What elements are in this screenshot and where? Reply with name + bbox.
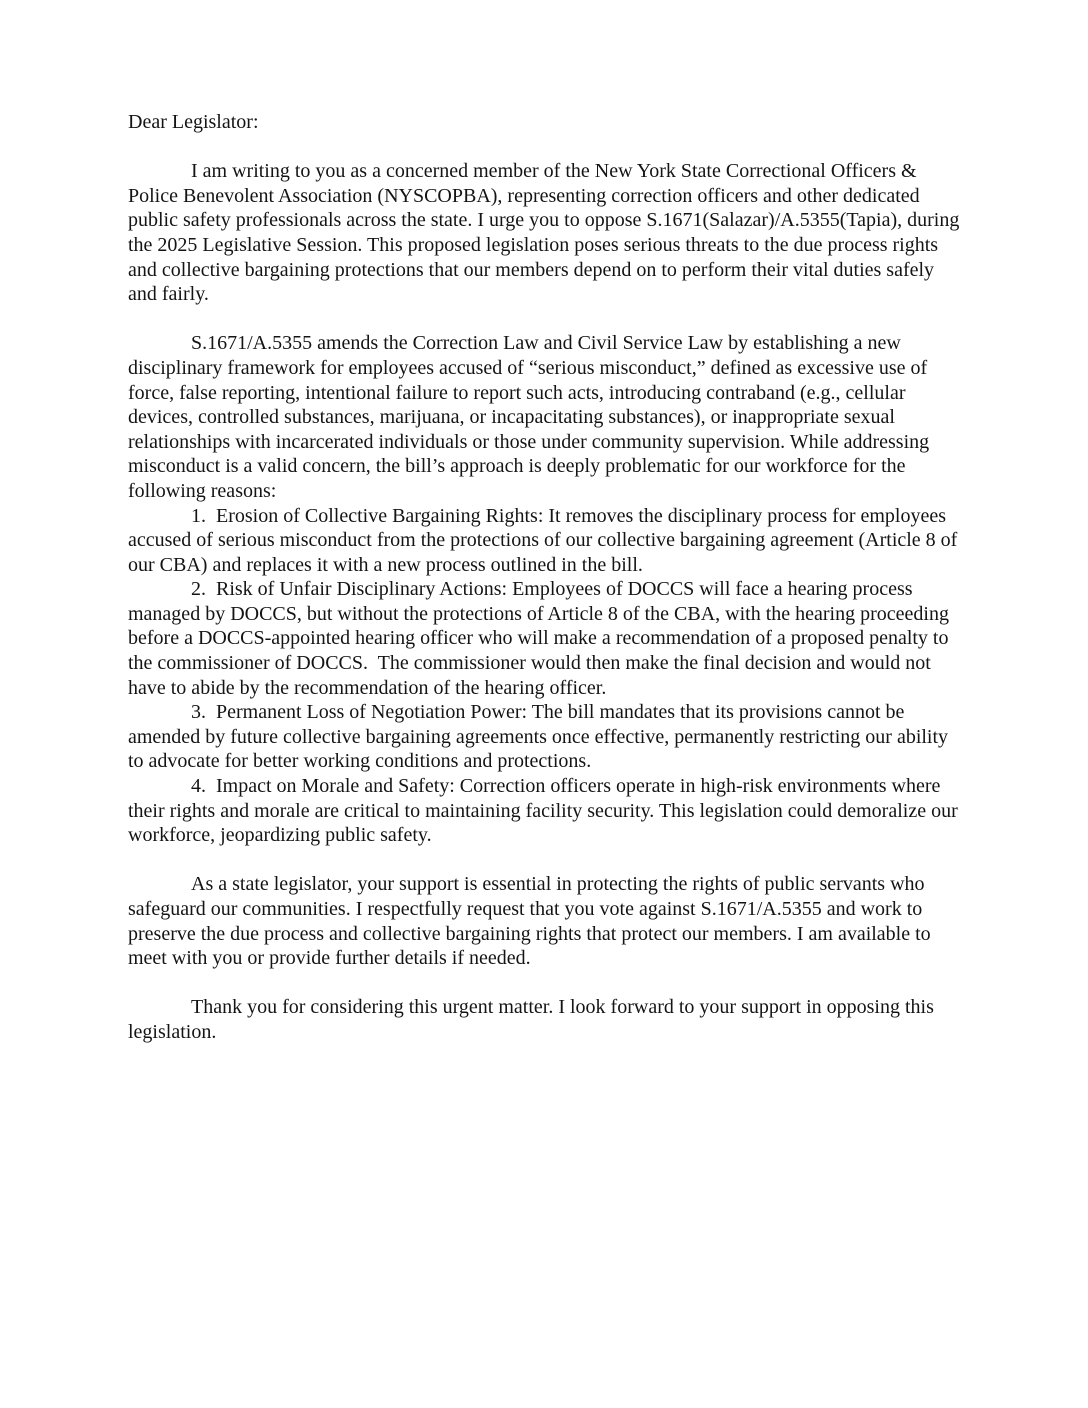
list-item-3-negotiation-power: 3. Permanent Loss of Negotiation Power: The bill mandates that its provisions cannot be amended by future collective bargaining agreements once effective, permanently restricting our ability to advocate for better working conditions and protections. [128,701,954,773]
paragraph-request: As a state legislator, your support is essential in protecting the rights of public servants who safeguard our communities. I respectfully request that you vote against S.1671/A.5355 and work to preserve the due process and collective bargaining rights that protect our members. I am available to meet with you or provide further details if needed. [128,873,936,970]
paragraph-intro: I am writing to you as a concerned member of the New York State Correctional Officers & Police Benevolent Association (NYSCOPBA), representing correction officers and other dedicated public safety professionals across the state. I urge you to oppose S.1671(Salazar)/A.5355(Tapia), during the 2025 Legislative Session. This proposed legislation poses serious threats to the due process rights and collective bargaining protections that our members depend on to perform their vital duties safely and fairly. [128,160,965,306]
paragraph-bill-summary: S.1671/A.5355 amends the Correction Law and Civil Service Law by establishing a new disciplinary framework for employees accused of “serious misconduct,” defined as excessive use of force, false reporting, intentional failure to report such acts, introducing contraband (e.g., cellular devices, controlled substances, marijuana, or incapacitating substances), or inappropriate sexual relationships with incarcerated individuals or those under community supervision. While addressing misconduct is a valid concern, the bill’s approach is deeply problematic for our workforce for the following reasons: [128,332,935,502]
salutation: Dear Legislator: [128,111,259,133]
list-item-2-unfair-disciplinary-actions: 2. Risk of Unfair Disciplinary Actions: Employees of DOCCS will face a hearing process managed by DOCCS, but without the protections of Article 8 of the CBA, with the hearing proceeding before a DOCCS-appointed hearing officer who will make a recommendation of a proposed penalty to the commissioner of DOCCS. The commissioner would then make the final decision and would not have to abide by the recommendation of the hearing officer. [128,578,954,699]
paragraph-closing: Thank you for considering this urgent matter. I look forward to your support in opposing this legislation. [128,996,939,1043]
list-item-1-collective-bargaining: 1. Erosion of Collective Bargaining Rights: It removes the disciplinary process for employees accused of serious misconduct from the protections of our collective bargaining agreement (Article 8 of our CBA) and replaces it with a new process outlined in the bill. [128,504,963,576]
list-item-4-morale-and-safety: 4. Impact on Morale and Safety: Correction officers operate in high-risk environments where their rights and morale are critical to maintaining facility security. This legislation could demoralize our workforce, jeopardizing public safety. [128,775,963,847]
